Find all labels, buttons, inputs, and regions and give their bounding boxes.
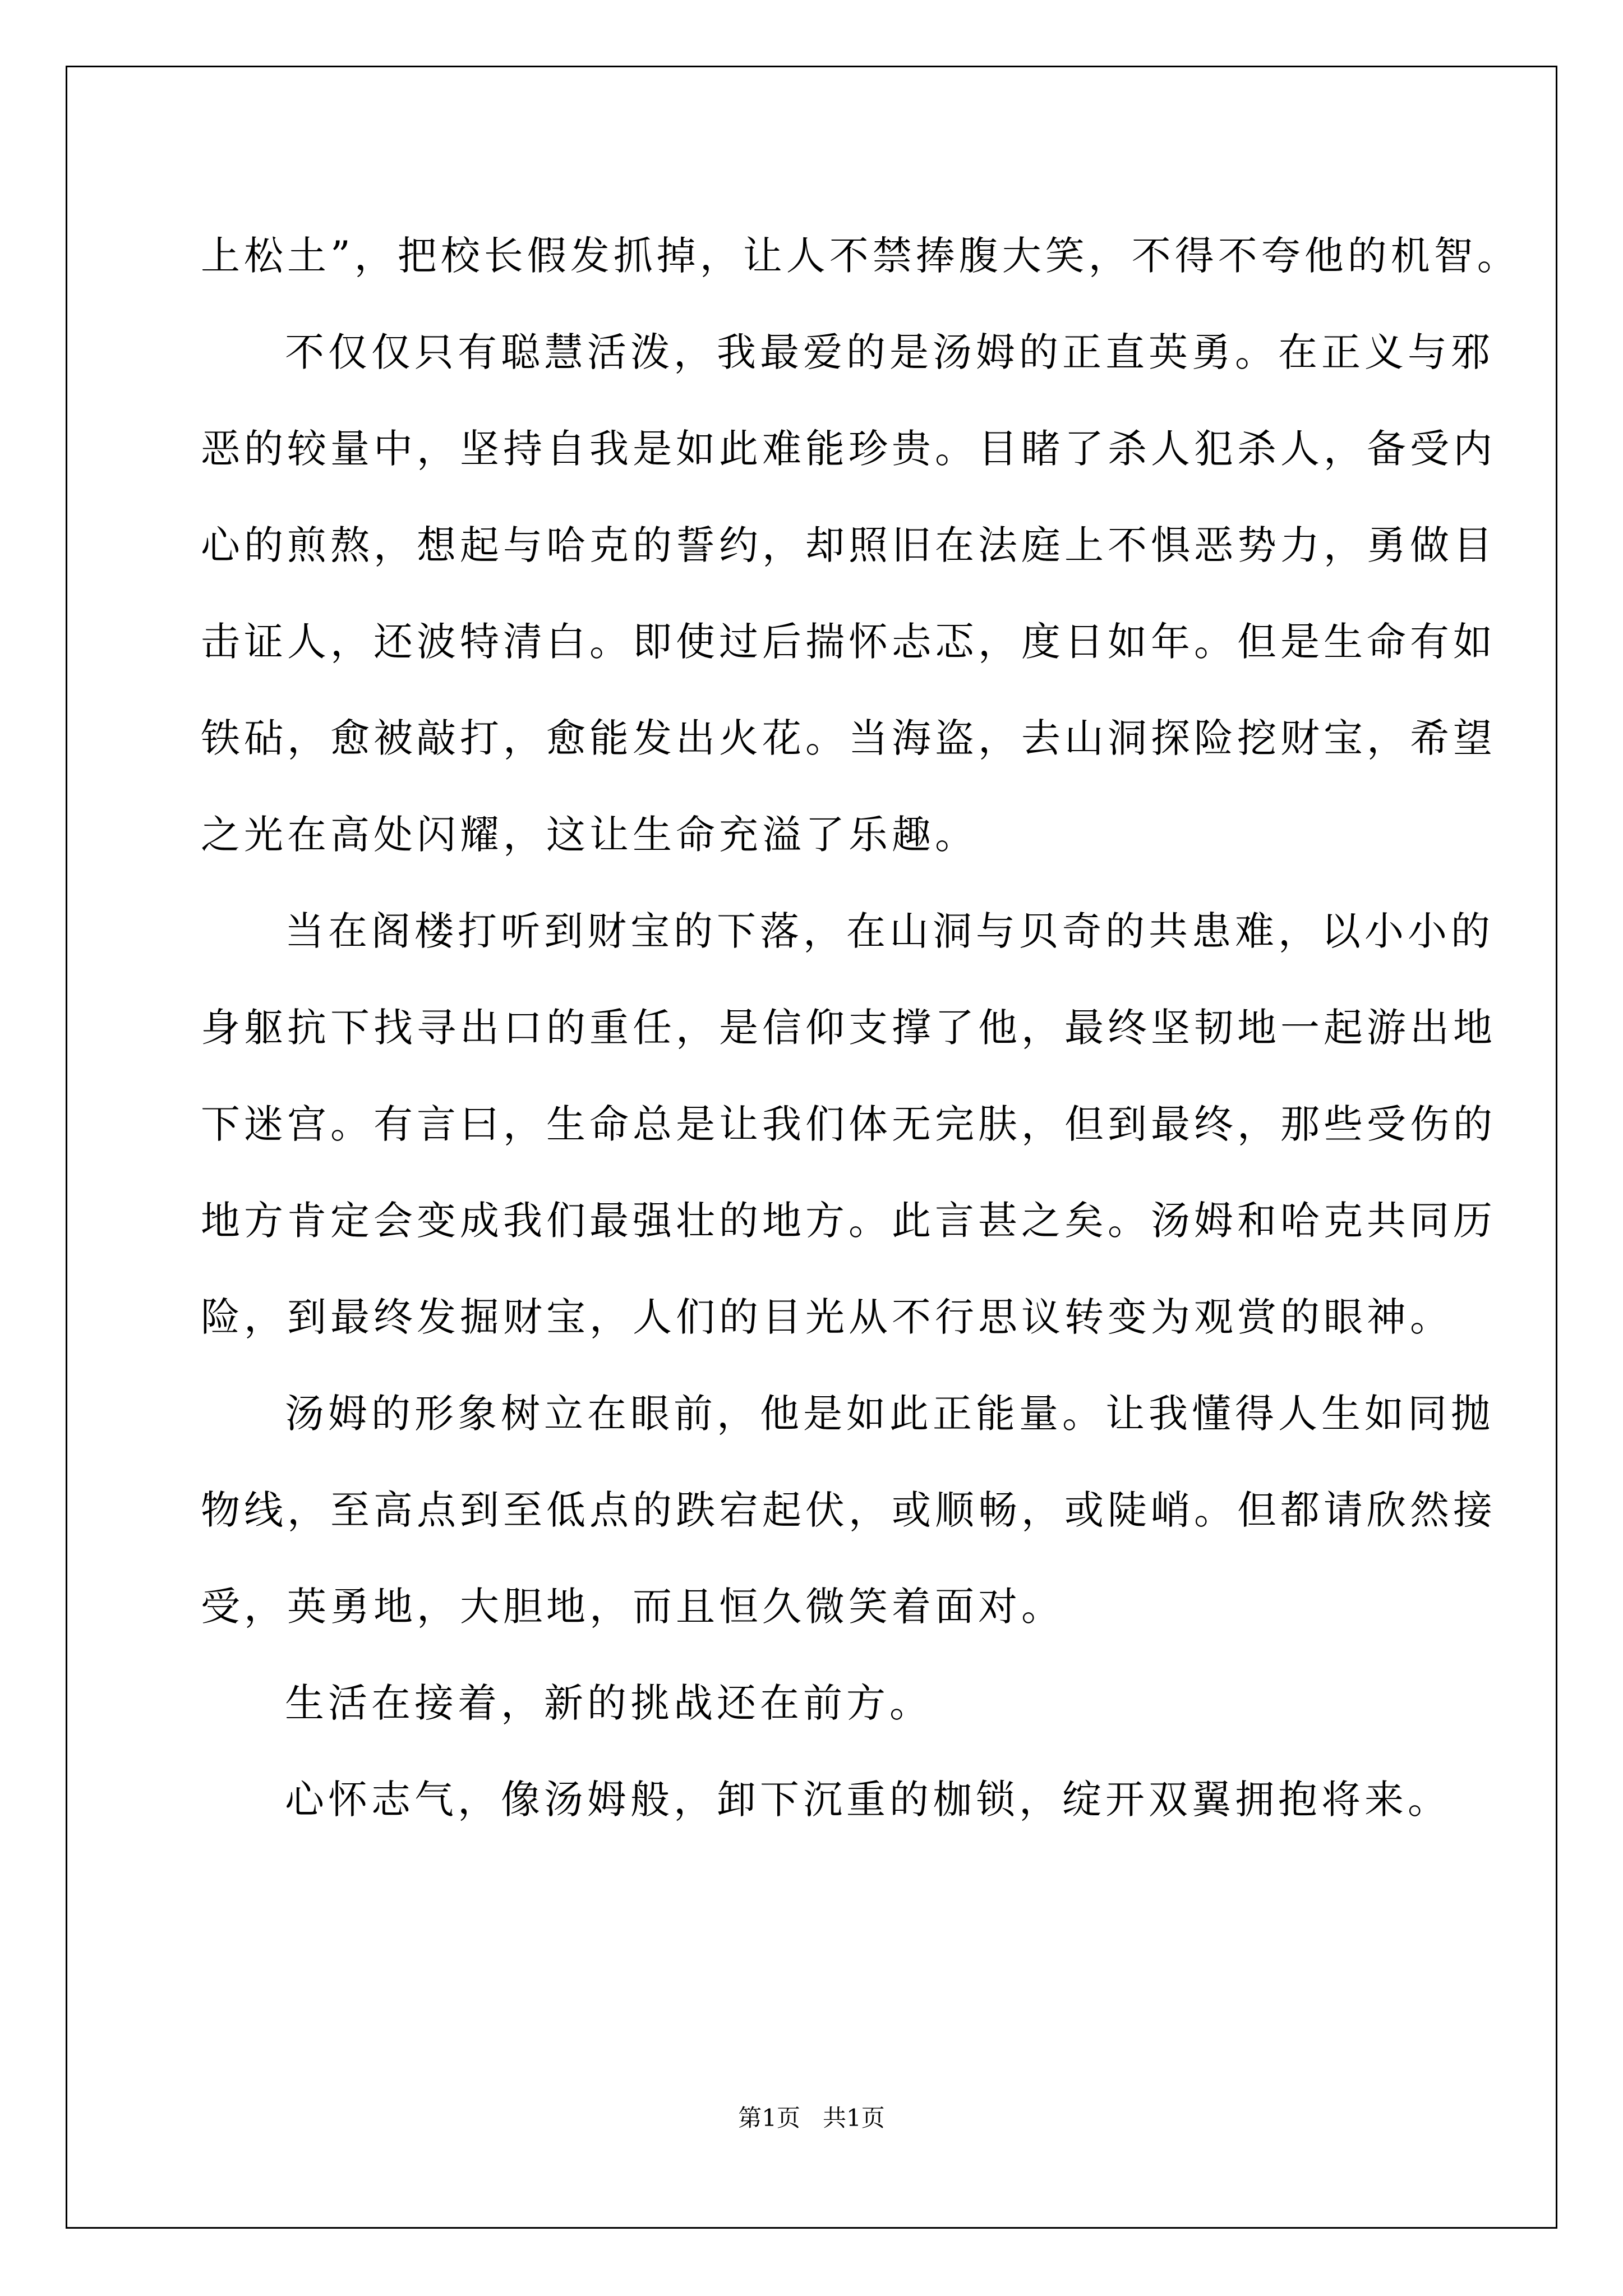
- text-line: 险，到最终发掘财宝，人们的目光从不行思议转变为观赏的眼神。: [201, 1294, 1453, 1340]
- text-line: 上松土”，把校长假发抓掉，让人不禁捧腹大笑，不得不夸他的机智。: [201, 233, 1520, 279]
- text-line: 受，英勇地，大胆地，而且恒久微笑着面对。: [201, 1584, 1064, 1630]
- text-line: 汤姆的形象树立在眼前，他是如此正能量。让我懂得人生如同抛: [285, 1391, 1494, 1437]
- page-number: 第1页: [738, 2104, 800, 2132]
- text-line: 地方肯定会变成我们最强壮的地方。此言甚之矣。汤姆和哈克共同历: [201, 1198, 1496, 1244]
- text-line: 恶的较量中，坚持自我是如此难能珍贵。目睹了杀人犯杀人，备受内: [201, 426, 1496, 472]
- text-line: 心怀志气，像汤姆般，卸下沉重的枷锁，绽开双翼拥抱将来。: [285, 1777, 1451, 1823]
- text-line: 铁砧，愈被敲打，愈能发出火花。当海盗，去山洞探险挖财宝，希望: [201, 715, 1496, 761]
- document-body: [201, 208, 1520, 1848]
- text-line: 心的煎熬，想起与哈克的誓约，却照旧在法庭上不惧恶势力，勇做目: [201, 522, 1496, 568]
- text-line: 生活在接着，新的挑战还在前方。: [285, 1680, 933, 1726]
- text-line: 不仅仅只有聪慧活泼，我最爱的是汤姆的正直英勇。在正义与邪: [285, 329, 1494, 375]
- page-footer: [0, 2101, 1623, 2135]
- text-line: 当在阁楼打听到财宝的下落，在山洞与贝奇的共患难，以小小的: [285, 908, 1494, 954]
- text-line: 下迷宫。有言曰，生命总是让我们体无完肤，但到最终，那些受伤的: [201, 1101, 1496, 1147]
- text-line: 身躯抗下找寻出口的重任，是信仰支撑了他，最终坚韧地一起游出地: [201, 1005, 1496, 1051]
- text-line: 击证人，还波特清白。即使过后揣怀忐忑，度日如年。但是生命有如: [201, 619, 1496, 665]
- page-total: 共1页: [823, 2104, 885, 2132]
- text-line: 之光在高处闪耀，这让生命充溢了乐趣。: [201, 812, 978, 858]
- text-line: 物线，至高点到至低点的跌宕起伏，或顺畅，或陡峭。但都请欣然接: [201, 1487, 1496, 1533]
